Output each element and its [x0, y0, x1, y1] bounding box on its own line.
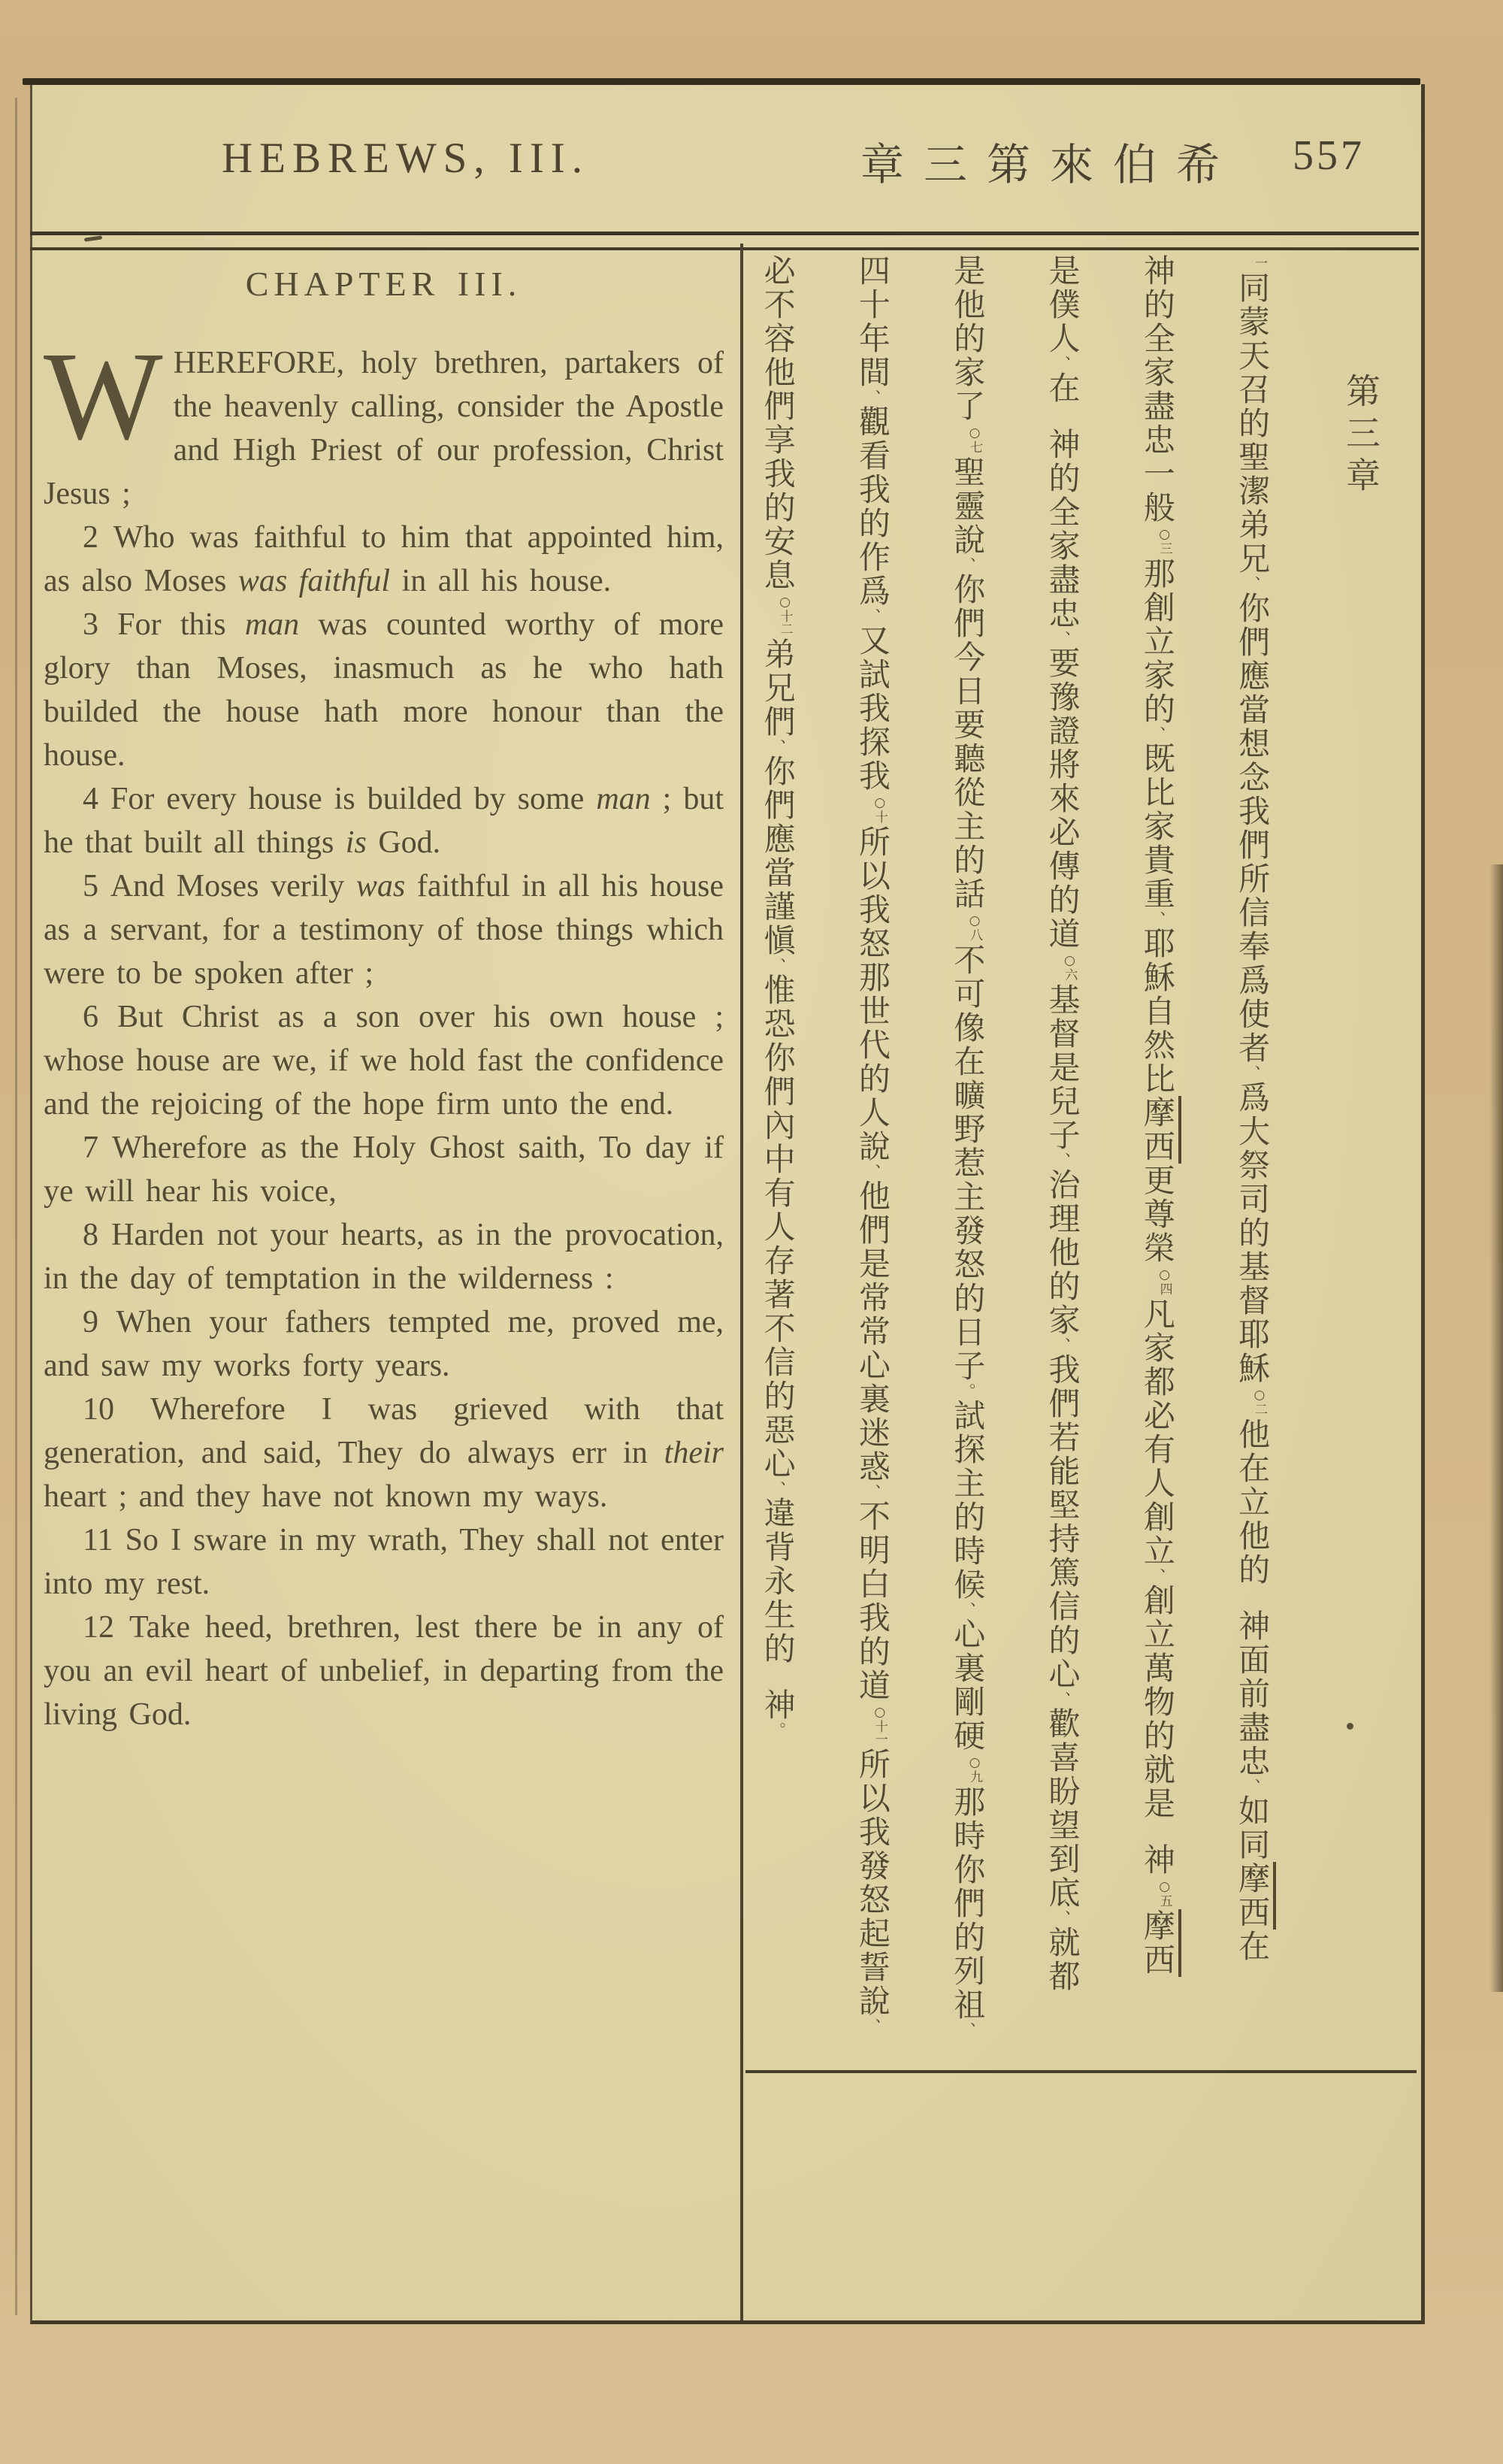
verse-marker: ○八: [967, 913, 983, 941]
punctuation: 、: [1053, 1152, 1072, 1168]
punctuation: 、: [1148, 726, 1166, 742]
page-top-rule: [23, 78, 1420, 85]
verse-paragraph-7: 7 Wherefore as the Holy Ghost saith, To day if ye will hear his voice,: [44, 1131, 724, 1209]
header-english-title: HEBREWS, III.: [222, 135, 590, 182]
punctuation: 、: [1053, 631, 1072, 646]
chapter-heading-english: CHAPTER III.: [245, 265, 522, 303]
verse-marker: ○六: [1062, 953, 1078, 981]
verse-marker: ○十一: [872, 1705, 888, 1745]
drop-cap: W: [44, 326, 163, 466]
punctuation: 。: [768, 1722, 787, 1738]
print-artifact-dot: [1347, 1723, 1353, 1730]
punctuation: 、: [863, 608, 882, 624]
verse-marker: ○十: [872, 795, 888, 823]
chinese-column-4: 是他的家了○七聖靈說、你們今日要聽從主的話○八不可像在曠野惹主發怒的日子。試探主的時候、心裏剛硬○九那時你們的列祖、: [949, 254, 987, 2038]
chinese-column-5: 四十年間、觀看我的作爲、又試我探我○十所以我怒那世代的人說、他們是常常心裏迷惑、不明白我的道○十一所以我發怒起誓說、: [854, 254, 891, 2034]
chinese-column-6: 必不容他們享我的安息○十二弟兄們、你們應當謹愼、惟恐你們內中有人存著不信的惡心、違背永生的神。: [759, 254, 797, 1738]
honorific-space: [762, 1666, 794, 1688]
honorific-space: [1142, 1821, 1173, 1843]
chinese-column-3: 是僕人、在神的全家盡忠、要豫證將來必傳的道○六基督是兒子、治理他的家、我們若能堅持篤信的心、歡喜盼望到底、就都: [1044, 254, 1081, 1993]
page-edge-line: [15, 98, 17, 2315]
page-number: 557: [1293, 132, 1365, 179]
punctuation: 。: [958, 1383, 977, 1399]
chinese-columns: [745, 244, 1417, 2070]
verse-marker: ○七: [967, 425, 983, 453]
page-header: [30, 90, 1419, 232]
english-text-panel: [44, 248, 724, 2315]
punctuation: 、: [1053, 356, 1072, 371]
header-chinese-title: 章三第來伯希: [860, 139, 1240, 190]
verse-paragraph-3: 3 For this man was counted worthy of more glory than Moses, inasmuch as he who hath builded the house hath more honour than the house.: [44, 607, 724, 773]
punctuation: 、: [1243, 576, 1262, 592]
punctuation: 、: [1243, 1778, 1262, 1794]
verse-marker: ○三: [1157, 527, 1172, 555]
punctuation: 、: [1243, 1065, 1262, 1081]
punctuation: 、: [958, 557, 977, 573]
verse-paragraph-10: 10 Wherefore I was grieved with that generation, and said, They do always err in their heart ; and they have not known my ways.: [44, 1392, 724, 1514]
gutter-shadow: [1489, 864, 1503, 1992]
punctuation: 、: [958, 1602, 977, 1618]
english-verses: [44, 326, 724, 1736]
punctuation: 、: [1053, 1337, 1072, 1353]
punctuation: 、: [1053, 1910, 1072, 1926]
verse-marker: ○四: [1157, 1267, 1172, 1295]
punctuation: 、: [863, 389, 882, 405]
honorific-space: [1047, 405, 1078, 428]
column-divider: [740, 244, 743, 2320]
punctuation: 、: [1148, 1568, 1166, 1584]
verse-paragraph-1: [44, 326, 724, 516]
verse-marker: ○五: [1157, 1879, 1172, 1907]
punctuation: 、: [958, 2022, 977, 2038]
verse-paragraph-8: 8 Harden not your hearts, as in the provocation, in the day of temptation in the wilderness :: [44, 1218, 724, 1296]
verse-paragraph-4: 4 For every house is builded by some man ; but he that built all things is God.: [44, 782, 724, 860]
proper-name-mark: 摩西: [1234, 1862, 1276, 1930]
honorific-space: [1236, 1587, 1268, 1609]
punctuation: 、: [863, 1484, 882, 1500]
verse-marker: ○二: [1251, 1388, 1267, 1415]
proper-name-mark: 摩西: [1139, 1909, 1181, 1977]
punctuation: 、: [863, 1164, 882, 1179]
verse-paragraph-5: 5 And Moses verily was faithful in all his house as a servant, for a testimony of those things which were to be spoken after ;: [44, 869, 724, 991]
verse-marker: ○十二: [777, 595, 793, 635]
verse-paragraph-2: 2 Who was faithful to him that appointed him, as also Moses was faithful in all his house.: [44, 520, 724, 598]
punctuation: 、: [768, 739, 787, 755]
chinese-text-panel: [745, 244, 1417, 2073]
chinese-column-2: 神的全家盡忠一般○三那創立家的、既比家貴重、耶穌自然比摩西更尊榮○四凡家都必有人創立、創立萬物的就是神○五摩西: [1139, 254, 1175, 2070]
punctuation: 、: [1053, 1691, 1072, 1707]
verse-paragraph-12: 12 Take heed, brethren, lest there be in any of you an evil heart of unbelief, in departing from the living God.: [44, 1610, 724, 1732]
punctuation: 、: [768, 958, 787, 973]
punctuation: 、: [768, 1481, 787, 1497]
chapter-heading-chinese: 第三章: [1341, 373, 1381, 499]
verse-paragraph-11: 11 So I sware in my wrath, They shall not enter into my rest.: [44, 1523, 724, 1601]
verse-marker: ○九: [967, 1755, 983, 1783]
verse-paragraph-9: 9 When your fathers tempted me, proved me, and saw my works forty years.: [44, 1305, 724, 1383]
punctuation: 、: [1148, 911, 1166, 927]
verse-marker: 一: [1251, 256, 1267, 269]
proper-name-mark: 摩西: [1139, 1096, 1181, 1164]
verse-text: HEREFORE, holy brethren, partakers of the heavenly calling, consider the Apostle and High Priest of our profession, Christ Jesus ;: [44, 346, 724, 511]
verse-paragraph-6: 6 But Christ as a son over his own house ; whose house are we, if we hold fast the confidence and the rejoicing of the hope firm unto the end.: [44, 1000, 724, 1122]
chinese-column-1: 一同蒙天召的聖潔弟兄、你們應當想念我們所信奉爲使者、爲大祭司的基督耶穌○二他在立他的神面前盡忠、如同摩西在: [1234, 254, 1270, 2070]
punctuation: 、: [863, 2018, 882, 2034]
